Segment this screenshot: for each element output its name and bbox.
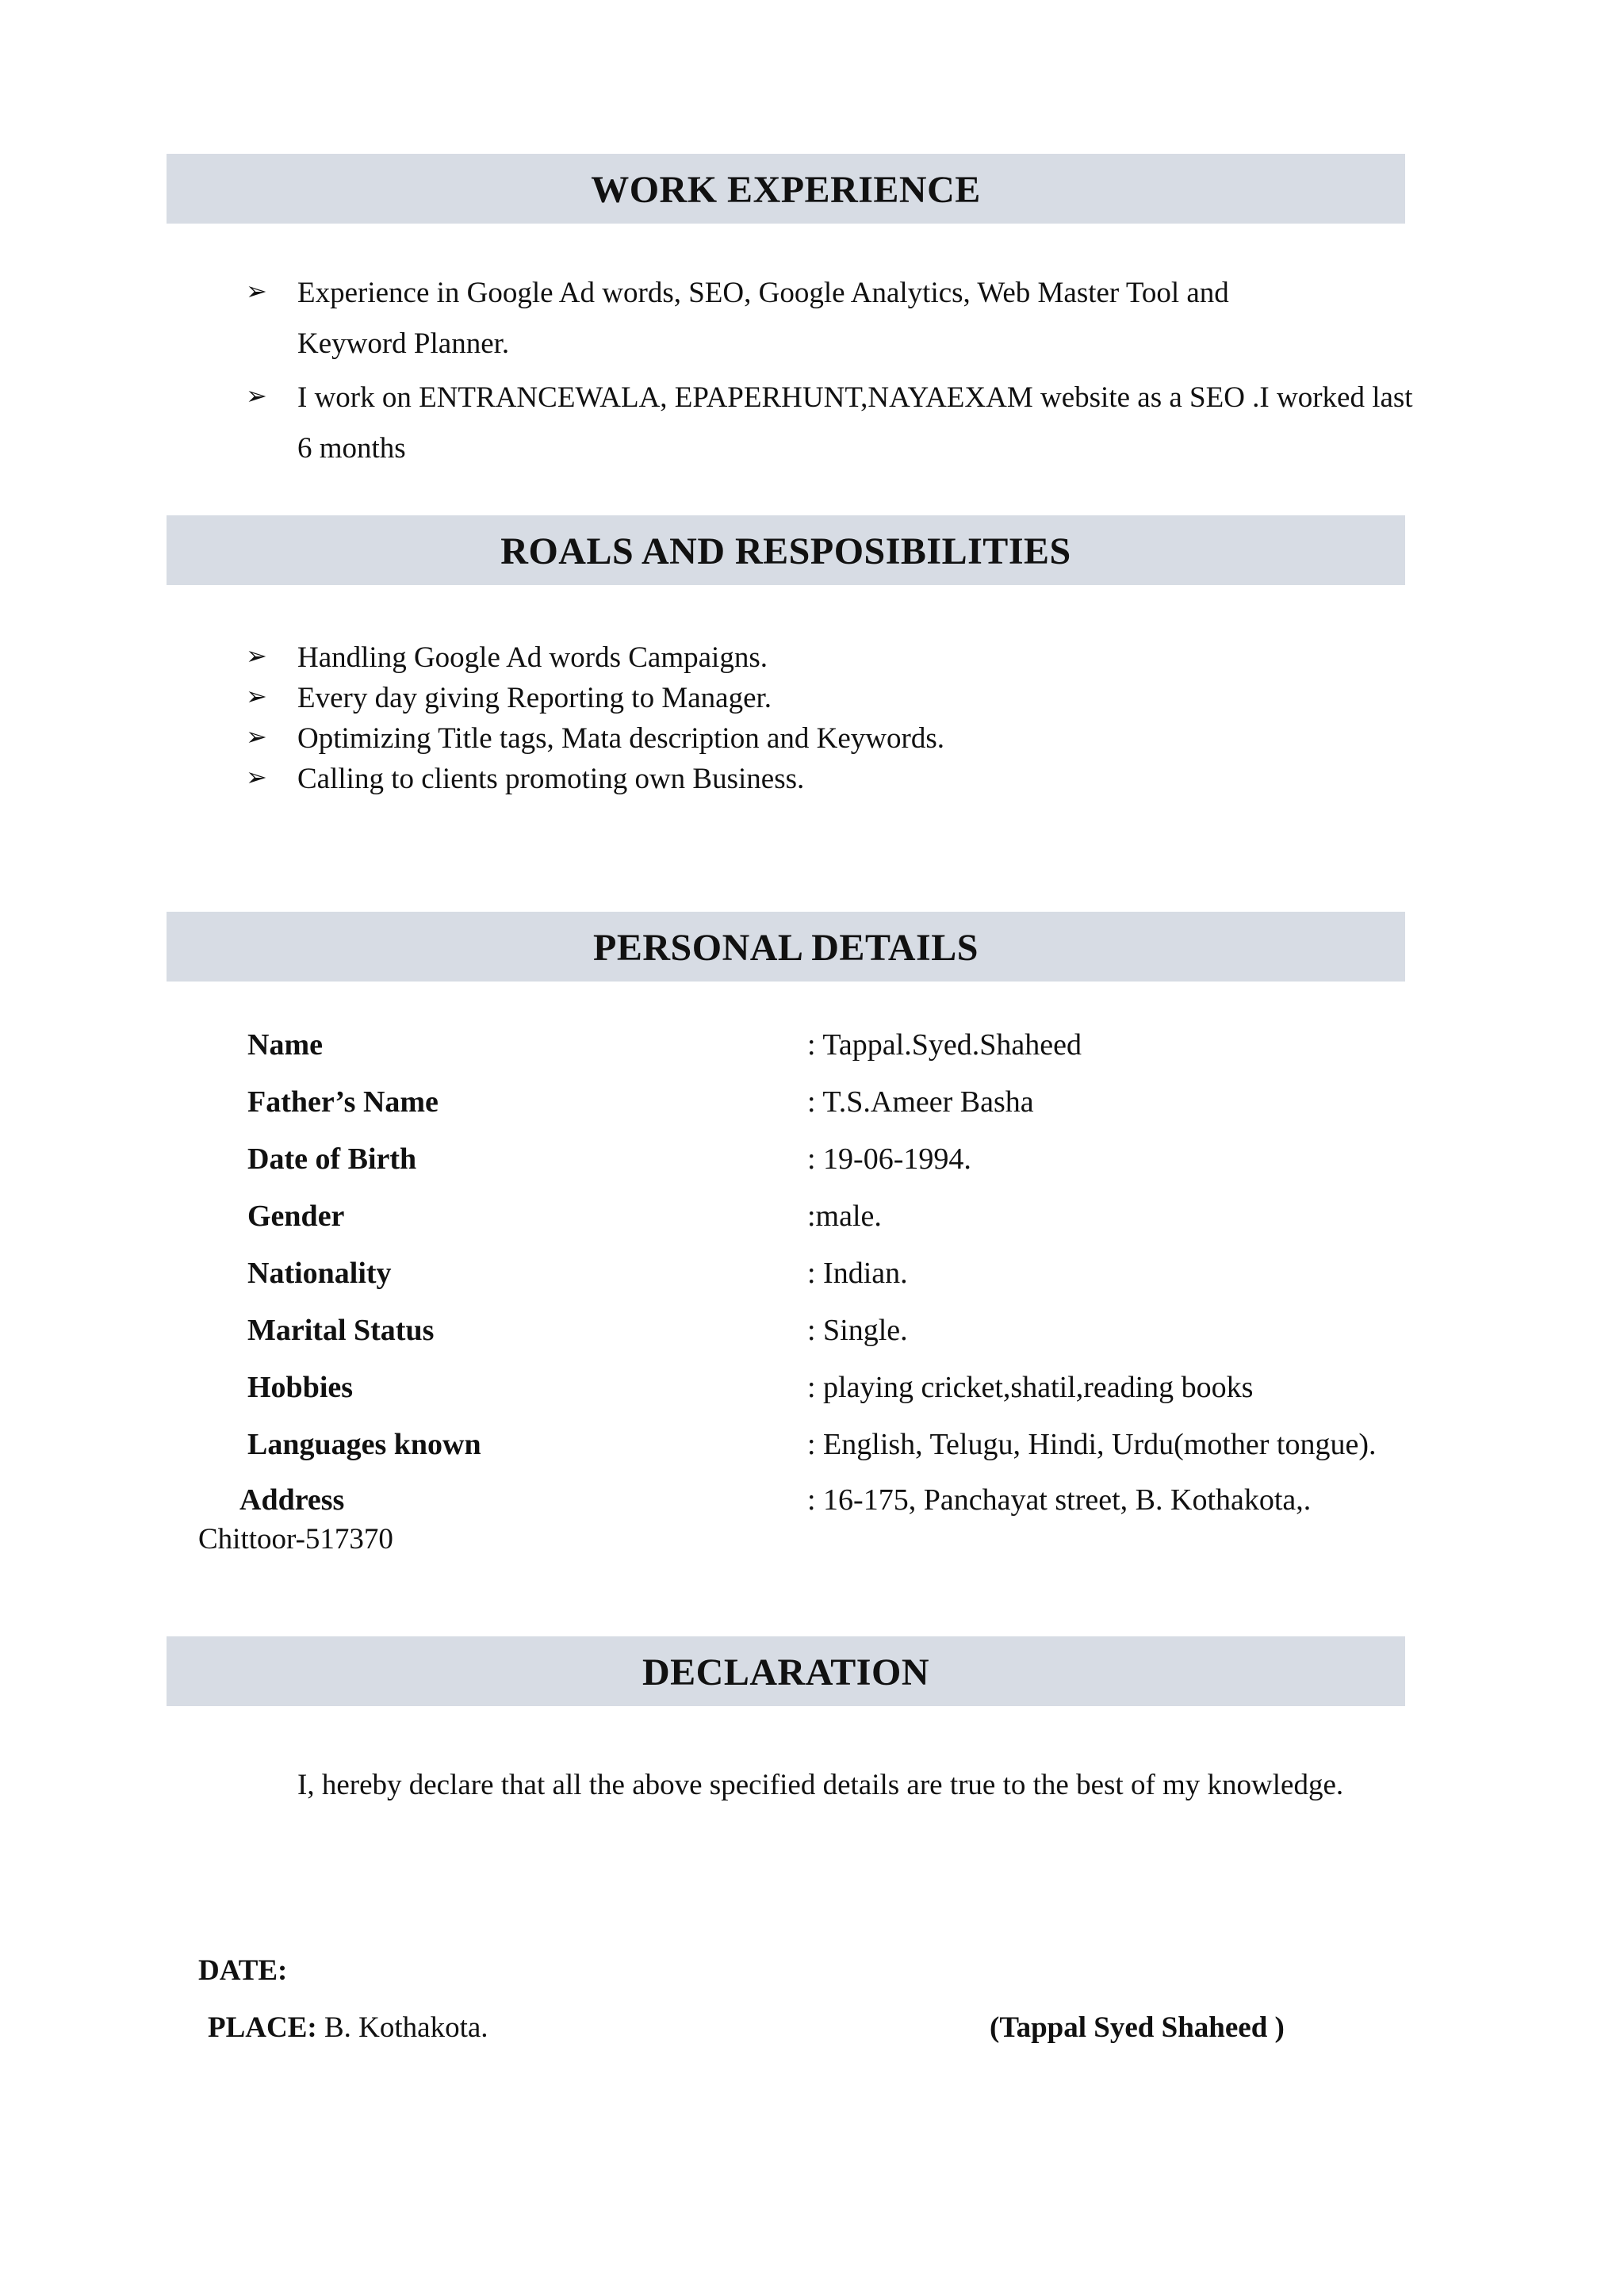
detail-value: : Indian. [807,1257,908,1290]
arrowhead-bullet-icon: ➢ [246,721,267,752]
roles-header [167,515,1405,585]
place-value: B. Kothakota. [316,2011,488,2044]
detail-row-gender [0,1199,1624,1246]
address-line-2: Chittoor-517370 [198,1523,393,1556]
detail-row-marital-status [0,1313,1624,1360]
detail-row-father-name [0,1085,1624,1132]
work-experience-list [246,276,1515,482]
list-item: ➢ Every day giving Reporting to Manager. [246,681,772,714]
detail-value: : 19-06-1994. [807,1142,971,1176]
detail-row-nationality [0,1256,1624,1303]
arrowhead-bullet-icon: ➢ [246,641,267,671]
work-experience-header [167,154,1405,224]
detail-label: Nationality [247,1257,392,1290]
work-experience-title: WORK EXPERIENCE [591,169,981,211]
personal-details-title: PERSONAL DETAILS [593,927,979,969]
list-item: ➢ Calling to clients promoting own Business. [246,762,805,795]
declaration-text: I, hereby declare that all the above specified details are true to the best of my knowledge. [297,1769,1344,1801]
detail-value: : 16-175, Panchayat street, B. Kothakota,. [807,1483,1312,1517]
arrowhead-bullet-icon: ➢ [246,762,267,792]
list-item: ➢ Experience in Google Ad words, SEO, Google Analytics, Web Master Tool and [246,276,1229,309]
declaration-title: DECLARATION [642,1651,929,1693]
personal-details-header [167,912,1405,982]
detail-value: : playing cricket,shatil,reading books [807,1371,1254,1404]
declaration-header [167,1636,1405,1706]
roles-title: ROALS AND RESPOSIBILITIES [500,530,1071,572]
detail-label: Hobbies [247,1371,354,1404]
detail-value: : Tappal.Syed.Shaheed [807,1028,1082,1062]
detail-label: Marital Status [247,1314,435,1347]
detail-value: : Single. [807,1314,908,1347]
place-line [208,2011,488,2045]
detail-label: Date of Birth [247,1142,417,1176]
detail-label: Name [247,1028,323,1062]
detail-row-name [0,1027,1624,1075]
list-item: ➢ I work on ENTRANCEWALA, EPAPERHUNT,NAYAEXAM website as a SEO .I worked last [246,381,1413,414]
list-item-continuation: Keyword Planner. [297,327,510,360]
arrowhead-bullet-icon: ➢ [246,276,267,306]
arrowhead-bullet-icon: ➢ [246,681,267,711]
detail-row-languages [0,1427,1624,1475]
arrowhead-bullet-icon: ➢ [246,381,267,411]
list-item: ➢ Optimizing Title tags, Mata description and Keywords. [246,721,944,755]
date-label: DATE: [198,1954,288,1987]
detail-label: Father’s Name [247,1085,439,1119]
detail-value: : English, Telugu, Hindi, Urdu(mother tongue). [807,1428,1377,1461]
detail-value: :male. [807,1200,882,1233]
roles-list [246,641,1435,802]
detail-row-hobbies [0,1370,1624,1418]
list-item-continuation: 6 months [297,432,406,465]
list-item: ➢ Handling Google Ad words Campaigns. [246,641,768,674]
detail-label: Gender [247,1200,345,1233]
detail-label: Languages known [247,1428,481,1461]
detail-row-date-of-birth [0,1142,1624,1189]
place-label: PLACE: [208,2011,317,2044]
signature-name: (Tappal Syed Shaheed ) [990,2011,1285,2044]
detail-label: Address [239,1483,345,1517]
detail-value: : T.S.Ameer Basha [807,1085,1034,1119]
